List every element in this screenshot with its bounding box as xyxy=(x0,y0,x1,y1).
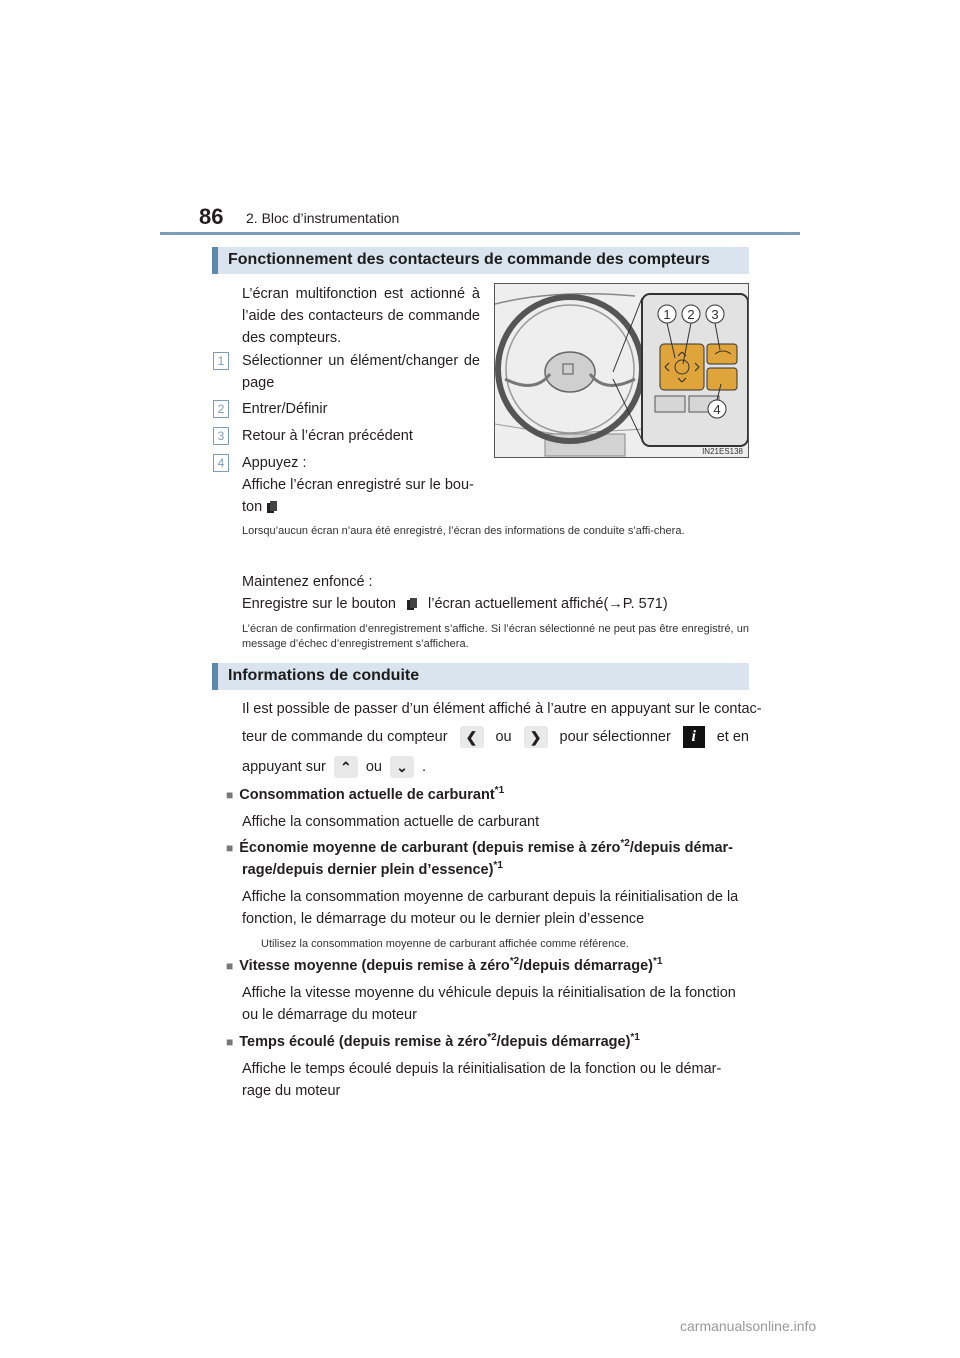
note-confirmation: L’écran de confirmation d’enregistrement s’affiche. Si l’écran sélectionné ne peut pas être enregistré, un message d’échec d’enregistrement s’affichera. xyxy=(242,623,749,650)
entry-desc: Affiche la consommation actuelle de carburant xyxy=(242,814,540,830)
illustration-code: IN21ES138 xyxy=(702,447,743,456)
item-number-3: 3 xyxy=(213,427,229,445)
callout-3: 3 xyxy=(711,307,719,322)
callout-1: 1 xyxy=(663,307,671,322)
intro-b3: pour sélectionner xyxy=(559,729,671,745)
intro-b2: ou xyxy=(495,729,512,745)
item-text-3: Retour à l’écran précédent xyxy=(242,428,413,444)
entry-heading-average-economy-cont xyxy=(242,860,503,878)
chapter-title: 2. Bloc d’instrumentation xyxy=(246,210,400,226)
steering-wheel-illustration xyxy=(494,283,749,458)
callout-4: 4 xyxy=(713,402,721,417)
footnote-marker: *1 xyxy=(652,956,663,967)
item-text-2: Entrer/Définir xyxy=(242,401,328,417)
bullet-square-icon: ■ xyxy=(226,1034,234,1049)
footnote-marker: *2 xyxy=(620,838,630,849)
item-number-2: 2 xyxy=(213,400,229,418)
footnote-marker: *2 xyxy=(509,956,520,967)
intro-paragraph: L’écran multifonction est actionné à l’aide des contacteurs de commande des compteurs. xyxy=(242,286,480,346)
entry-heading-text-b: /depuis démar- xyxy=(629,839,733,856)
item-text-1: Sélectionner un élément/changer de page xyxy=(242,353,480,391)
footnote-marker: *2 xyxy=(487,1032,497,1043)
entry-heading-average-speed xyxy=(226,956,662,974)
chevron-down-icon: ⌄ xyxy=(390,756,414,778)
footnote-marker: *1 xyxy=(494,785,505,796)
note-no-saved-screen: Lorsqu’aucun écran n’aura été enregistré, l’écran des informations de conduite s’affi-chera. xyxy=(242,525,685,537)
footnote-marker: *1 xyxy=(630,1032,640,1043)
entry-desc-a: Affiche le temps écoulé depuis la réinitialisation de la fonction ou le démar- xyxy=(242,1061,722,1077)
page-number: 86 xyxy=(199,204,224,229)
entry-heading-text: Temps écoulé (depuis remise à zéro xyxy=(239,1033,488,1050)
copy-icon xyxy=(266,500,278,514)
header-rule xyxy=(160,232,800,235)
section-heading-driving-info xyxy=(212,663,749,690)
hold-text xyxy=(242,593,668,615)
info-icon: i xyxy=(683,726,705,748)
entry-note: Utilisez la consommation moyenne de carburant affichée comme référence. xyxy=(261,938,629,950)
steering-switch-diagram xyxy=(495,284,749,458)
intro-c3: . xyxy=(421,759,427,775)
intro-line-c xyxy=(242,756,426,778)
item-number-1: 1 xyxy=(213,352,229,370)
entry-heading-text-c: rage/depuis dernier plein d’essence) xyxy=(242,861,494,878)
entry-heading-current-consumption xyxy=(226,785,504,803)
bullet-square-icon: ■ xyxy=(226,840,234,855)
copy-icon xyxy=(406,597,418,611)
intro-b1: teur de commande du compteur xyxy=(242,729,448,745)
page-reference: (→P. 571) xyxy=(603,596,668,612)
item-number-4: 4 xyxy=(213,454,229,472)
section-title: Fonctionnement des contacteurs de commande des compteurs xyxy=(228,251,710,268)
entry-desc-b: rage du moteur xyxy=(242,1083,341,1099)
bullet-square-icon: ■ xyxy=(226,958,234,973)
entry-desc-b: fonction, le démarrage du moteur ou le dernier plein d’essence xyxy=(242,911,645,927)
section-heading-switches xyxy=(212,247,749,274)
chevron-left-icon: ❮ xyxy=(460,726,484,748)
callout-2: 2 xyxy=(687,307,695,322)
item-text-4-line2: Affiche l’écran enregistré sur le bou- xyxy=(242,477,474,493)
item-text-4-line1: Appuyez : xyxy=(242,455,307,471)
intro-c1: appuyant sur xyxy=(242,759,326,775)
entry-heading-elapsed-time xyxy=(226,1032,640,1050)
entry-heading-text: Économie moyenne de carburant (depuis remise à zéro xyxy=(239,839,621,856)
entry-desc-a: Affiche la consommation moyenne de carburant depuis la réinitialisation de la xyxy=(242,889,739,905)
footnote-marker: *1 xyxy=(493,860,503,871)
intro-line-b xyxy=(242,726,749,748)
entry-heading-text: Vitesse moyenne (depuis remise à zéro xyxy=(239,957,510,974)
hold-text-b: l’écran actuellement affiché xyxy=(428,596,604,612)
intro-line-a: Il est possible de passer d’un élément affiché à l’autre en appuyant sur le contac- xyxy=(242,701,762,717)
section-title: Informations de conduite xyxy=(228,667,420,684)
intro-b4: et en xyxy=(716,729,749,745)
bullet-square-icon: ■ xyxy=(226,787,234,802)
intro-c2: ou xyxy=(365,759,382,775)
item-text-4-line3-text: ton xyxy=(242,499,263,515)
entry-heading-average-economy xyxy=(226,838,749,856)
entry-heading-text: Consommation actuelle de carburant xyxy=(239,786,495,803)
hold-title: Maintenez enfoncé : xyxy=(242,574,373,590)
watermark[interactable]: carmanualsonline.info xyxy=(680,1318,817,1334)
entry-desc-a: Affiche la vitesse moyenne du véhicule depuis la réinitialisation de la fonction xyxy=(242,985,736,1001)
entry-heading-text-b: /depuis démarrage) xyxy=(496,1033,631,1050)
hold-text-a: Enregistre sur le bouton xyxy=(242,596,396,612)
chevron-up-icon: ⌃ xyxy=(334,756,358,778)
entry-heading-text-b: /depuis démarrage) xyxy=(519,957,653,974)
entry-desc-b: ou le démarrage du moteur xyxy=(242,1007,417,1023)
item-text-4-line3 xyxy=(242,496,278,518)
chevron-right-icon: ❯ xyxy=(524,726,548,748)
